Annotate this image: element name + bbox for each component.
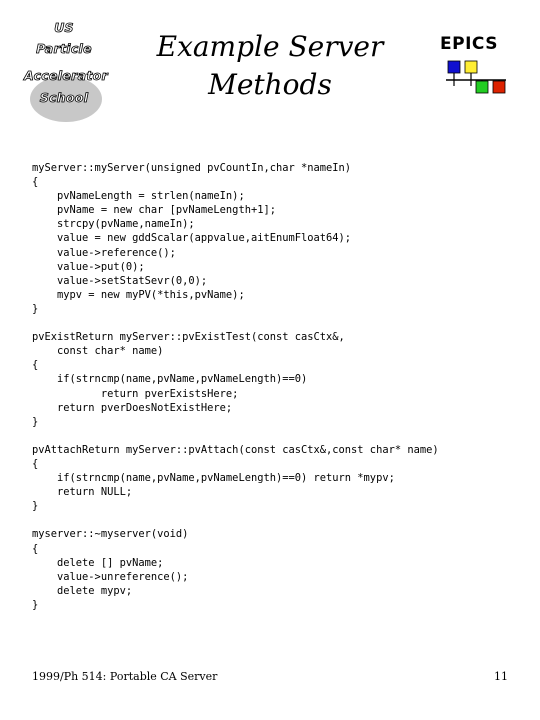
code-line: pvExistReturn myServer::pvExistTest(const casCtx&, [32,331,345,344]
code-line: value = new gddScalar(appvalue,aitEnumFloat64); [32,232,352,245]
code-line: myserver::~myserver(void) [32,528,189,541]
code-line: strcpy(pvName,nameIn); [32,218,195,231]
footer-course-label: 1999/Ph 514: Portable CA Server [32,670,218,683]
code-line: pvNameLength = strlen(nameIn); [32,190,245,203]
network-diagram-icon [440,54,520,94]
code-listing [32,161,439,612]
code-line: { [32,542,39,555]
code-line: mypv = new myPV(*this,pvName); [32,288,245,301]
title-line-2: Methods [208,68,332,101]
red-node-square [493,81,505,93]
school-logo [24,20,108,108]
code-line: pvName = new char [pvNameLength+1]; [32,204,276,217]
page-number: 11 [494,670,508,683]
code-line: if(strncmp(name,pvName,pvNameLength)==0) return *mypv; [32,472,395,485]
code-line: return pverExistsHere; [32,387,239,400]
code-line: } [32,415,39,428]
code-line: pvAttachReturn myServer::pvAttach(const casCtx&,const char* name) [32,443,439,456]
code-line: value->setStatSevr(0,0); [32,274,208,287]
code-line: return NULL; [32,486,133,499]
code-line [32,429,439,443]
code-line: { [32,457,39,470]
title-line-1: Example Server [156,30,384,63]
logo-line-1: US [54,20,74,35]
code-line: const char* name) [32,345,164,358]
code-line: delete [] pvName; [32,556,164,569]
code-line: myServer::myServer(unsigned pvCountIn,char *nameIn) [32,162,352,174]
blue-node-square [448,61,460,73]
code-line: value->put(0); [32,260,145,273]
green-node-square [476,81,488,93]
code-line: if(strncmp(name,pvName,pvNameLength)==0) [32,373,308,386]
code-line: } [32,500,39,513]
yellow-node-square [465,61,477,73]
logo-line-2: Particle [36,41,92,56]
logo-line-3: Accelerator [24,68,108,83]
code-line: return pverDoesNotExistHere; [32,401,233,414]
epics-label: EPICS [440,34,498,54]
code-line: value->reference(); [32,246,176,259]
code-line: } [32,598,39,611]
code-line: { [32,359,39,372]
code-line [32,513,439,527]
code-line: } [32,302,39,315]
code-line: value->unreference(); [32,570,189,583]
epics-logo [440,34,520,98]
page-title [150,28,390,104]
logo-line-4: School [39,90,89,105]
code-line: { [32,176,39,189]
code-line: delete mypv; [32,584,133,597]
code-line [32,316,439,330]
